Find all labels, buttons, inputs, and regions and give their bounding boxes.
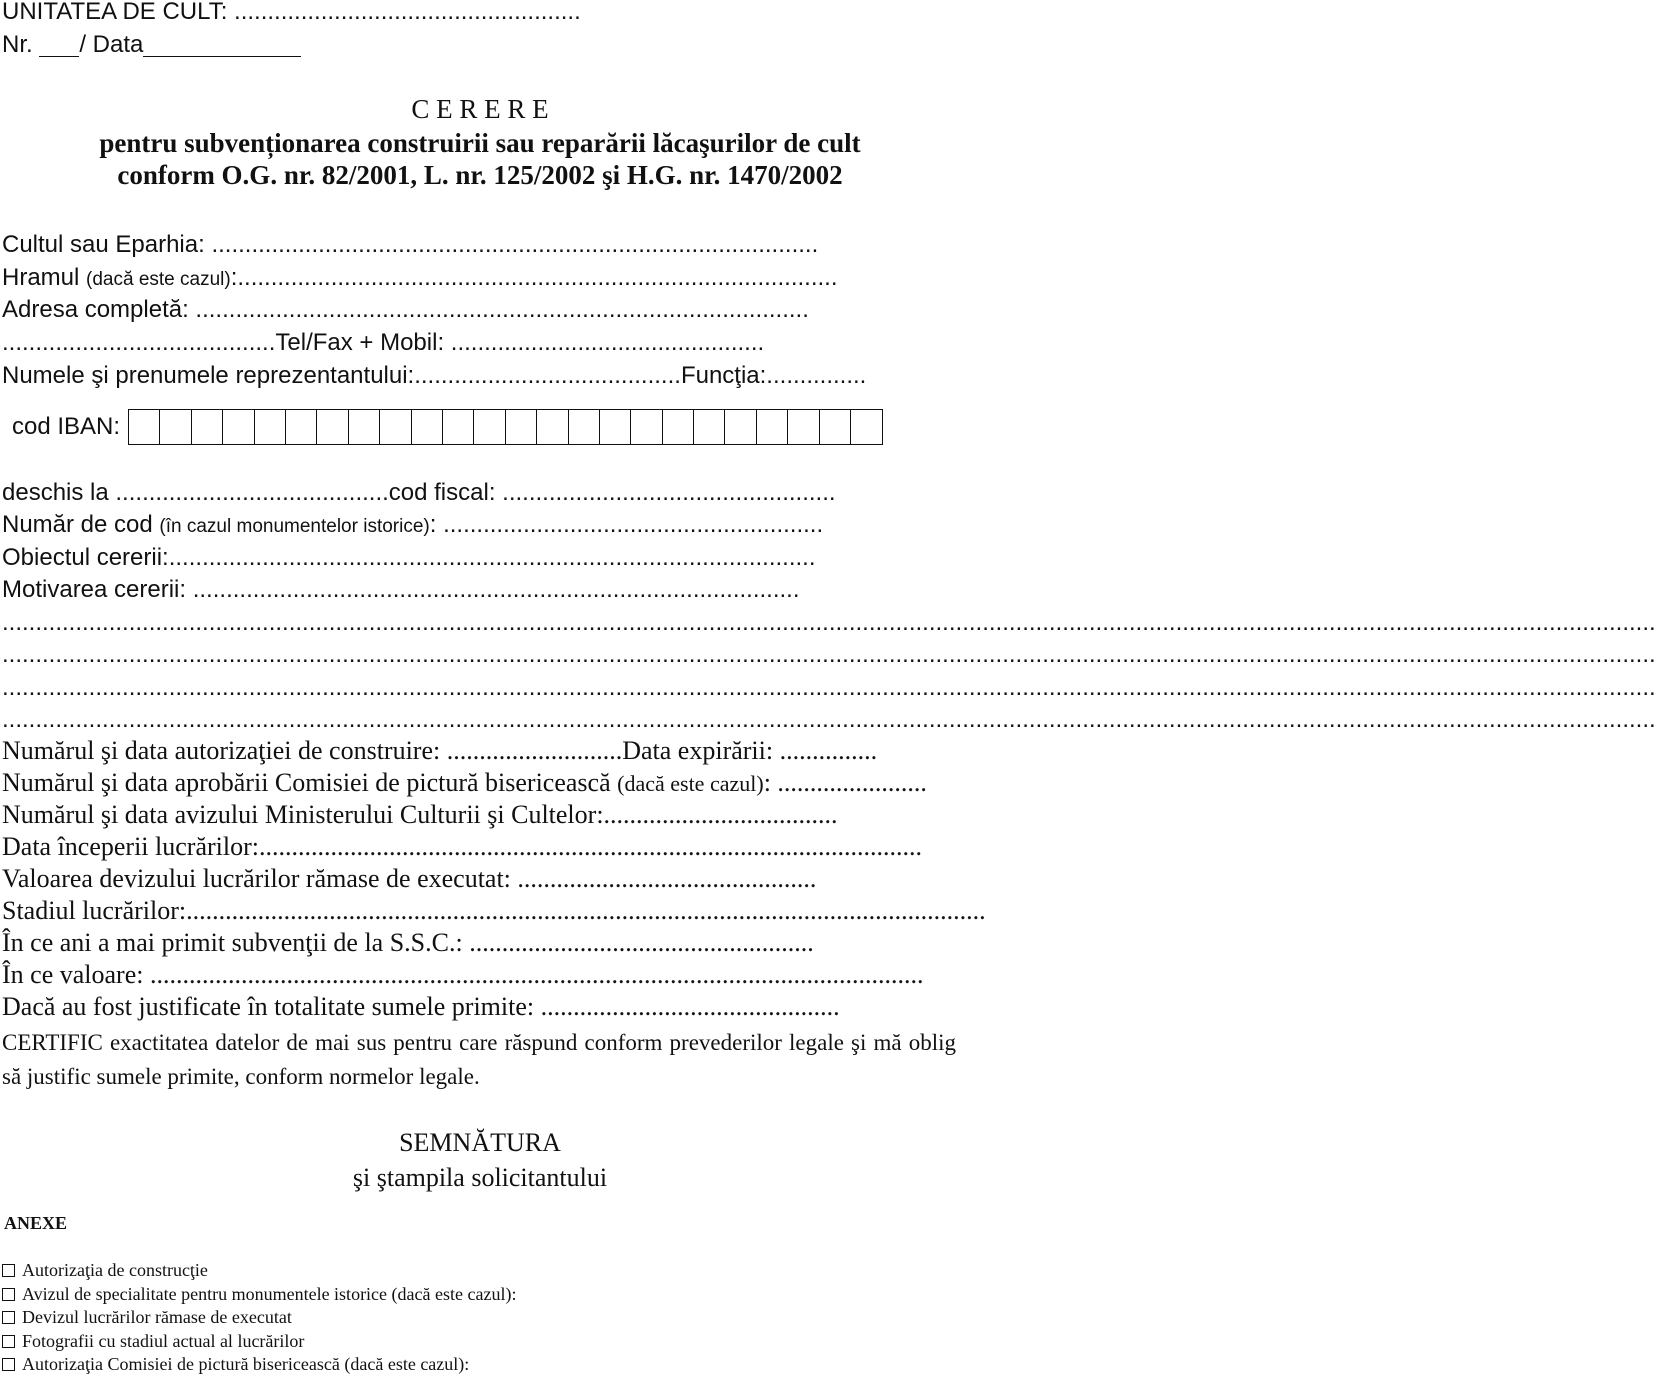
data-label: / Data [79, 31, 144, 58]
iban-box[interactable] [851, 410, 882, 444]
iban-box[interactable] [255, 410, 286, 444]
anexe-item-label: Autorizaţia de construcţie [22, 1260, 208, 1281]
tel-fax-field[interactable]: .........................................Tel/Fax + Mobil: ............................................... [2, 329, 765, 356]
title-line-2: conform O.G. nr. 82/2001, L. nr. 125/2002 şi H.G. nr. 1470/2002 [117, 160, 843, 190]
iban-box[interactable] [757, 410, 788, 444]
iban-box[interactable] [160, 410, 191, 444]
iban-box[interactable] [569, 410, 600, 444]
anexe-title: ANEXE [4, 1213, 68, 1233]
checkbox-icon[interactable] [2, 1264, 15, 1277]
obiectul-field[interactable]: Obiectul cererii:................................................................................................. [2, 544, 816, 571]
motivarea-line[interactable]: ........................................................................................................................................................................................................................................................ [2, 609, 1656, 636]
iban-field[interactable] [12, 409, 883, 445]
aprobare-label: Numărul şi data aprobării Comisiei de pictură bisericească [2, 768, 618, 797]
document-title: C E R E R E [411, 94, 549, 124]
cultul-field[interactable]: Cultul sau Eparhia: ........................................................................................... [2, 231, 819, 258]
iban-box[interactable] [380, 410, 411, 444]
aprobare-dots: : ....................... [763, 768, 927, 797]
iban-box[interactable] [725, 410, 756, 444]
numar-cod-label: Număr de cod [2, 511, 160, 538]
reprezentant-field[interactable]: Numele şi prenumele reprezentantului:........................................Funcţia:............... [2, 362, 867, 389]
hramul-label: Hramul [2, 264, 87, 291]
anexe-item[interactable] [2, 1283, 516, 1307]
anexe-item[interactable] [2, 1259, 516, 1283]
iban-boxes[interactable] [128, 409, 883, 445]
iban-box[interactable] [788, 410, 819, 444]
nr-blank[interactable] [39, 34, 79, 57]
justificate-field[interactable]: Dacă au fost justificate în totalitate sumele primite: .............................................. [2, 992, 840, 1021]
anexe-item[interactable] [2, 1330, 516, 1354]
numar-cod-dots: : ......................................................... [429, 511, 824, 538]
checkbox-icon[interactable] [2, 1288, 15, 1301]
iban-box[interactable] [223, 410, 254, 444]
hramul-field[interactable] [2, 266, 952, 290]
iban-box[interactable] [443, 410, 474, 444]
aviz-minister-field[interactable]: Numărul şi data avizului Ministerului Culturii şi Cultelor:.................................... [2, 800, 838, 829]
adresa-field[interactable]: Adresa completă: ............................................................................................ [2, 296, 809, 323]
unitatea-de-cult-field[interactable]: UNITATEA DE CULT: .................................................... [2, 0, 581, 25]
anexe-item-label: Avizul de specialitate pentru monumentele istorice (dacă este cazul): [22, 1283, 517, 1304]
anexe-item-label: Devizul lucrărilor rămase de executat [22, 1307, 292, 1328]
valoare-field[interactable]: În ce valoare: ....................................................................................................................... [2, 960, 924, 989]
iban-box[interactable] [129, 410, 160, 444]
iban-label: cod IBAN: [12, 413, 121, 440]
stadiul-field[interactable]: Stadiul lucrărilor:........................................................................................................................... [2, 896, 986, 925]
anexe-item-label: Autorizaţia Comisiei de pictură bisericească (dacă este cazul): [22, 1354, 470, 1375]
iban-box[interactable] [412, 410, 443, 444]
iban-box[interactable] [317, 410, 348, 444]
autorizatie-field[interactable]: Numărul şi data autorizaţiei de construire: ...........................Data expirării: ............... [2, 736, 878, 765]
numar-cod-note: (în cazul monumentelor istorice) [159, 516, 430, 537]
certific-statement: CERTIFIC exactitatea datelor de mai sus pentru care răspund conform prevederilor legale şi mă oblig să justific sumele primite, conform normelor legale. [2, 1030, 956, 1089]
motivarea-line[interactable]: ........................................................................................................................................................................................................................................................ [2, 641, 1656, 668]
aprobare-note: (dacă este cazul) [617, 771, 764, 796]
checkbox-icon[interactable] [2, 1335, 15, 1348]
checkbox-icon[interactable] [2, 1358, 15, 1371]
iban-box[interactable] [349, 410, 380, 444]
data-blank[interactable] [143, 34, 301, 57]
nr-data-field[interactable] [2, 33, 952, 57]
title-line-1: pentru subvenționarea construirii sau reparării lăcaşurilor de cult [99, 128, 861, 158]
valoarea-deviz-field[interactable]: Valoarea devizului lucrărilor rămase de executat: .............................................. [2, 864, 817, 893]
iban-box[interactable] [600, 410, 631, 444]
iban-box[interactable] [694, 410, 725, 444]
anexe-item[interactable] [2, 1353, 516, 1377]
iban-box[interactable] [663, 410, 694, 444]
iban-box[interactable] [192, 410, 223, 444]
iban-box[interactable] [286, 410, 317, 444]
numar-cod-field[interactable] [2, 513, 952, 537]
motivarea-line[interactable]: ........................................................................................................................................................................................................................................................ [2, 706, 1656, 733]
motivarea-field[interactable]: Motivarea cererii: ........................................................................................... [2, 576, 800, 603]
aprobare-pictura-field[interactable] [2, 770, 952, 796]
subventii-ani-field[interactable]: În ce ani a mai primit subvenţii de la S.S.C.: ..................................................... [2, 928, 814, 957]
motivarea-line[interactable]: ........................................................................................................................................................................................................................................................ [2, 674, 1656, 701]
iban-box[interactable] [474, 410, 505, 444]
iban-box[interactable] [631, 410, 662, 444]
anexe-item[interactable] [2, 1306, 516, 1330]
data-inceperii-field[interactable]: Data începerii lucrărilor:...................................................................................................... [2, 832, 922, 861]
signature-heading: SEMNĂTURA [399, 1128, 561, 1157]
hramul-dots: :.......................................................................................... [230, 264, 838, 291]
nr-label: Nr. [2, 31, 40, 58]
iban-box[interactable] [537, 410, 568, 444]
anexe-list [2, 1259, 516, 1377]
iban-box[interactable] [506, 410, 537, 444]
checkbox-icon[interactable] [2, 1311, 15, 1324]
deschis-field[interactable]: deschis la .........................................cod fiscal: .................................................. [2, 479, 836, 506]
iban-box[interactable] [820, 410, 851, 444]
hramul-note: (dacă este cazul) [86, 269, 231, 290]
anexe-item-label: Fotografii cu stadiul actual al lucrărilor [22, 1330, 305, 1351]
signature-subheading: şi ştampila solicitantului [352, 1163, 608, 1192]
